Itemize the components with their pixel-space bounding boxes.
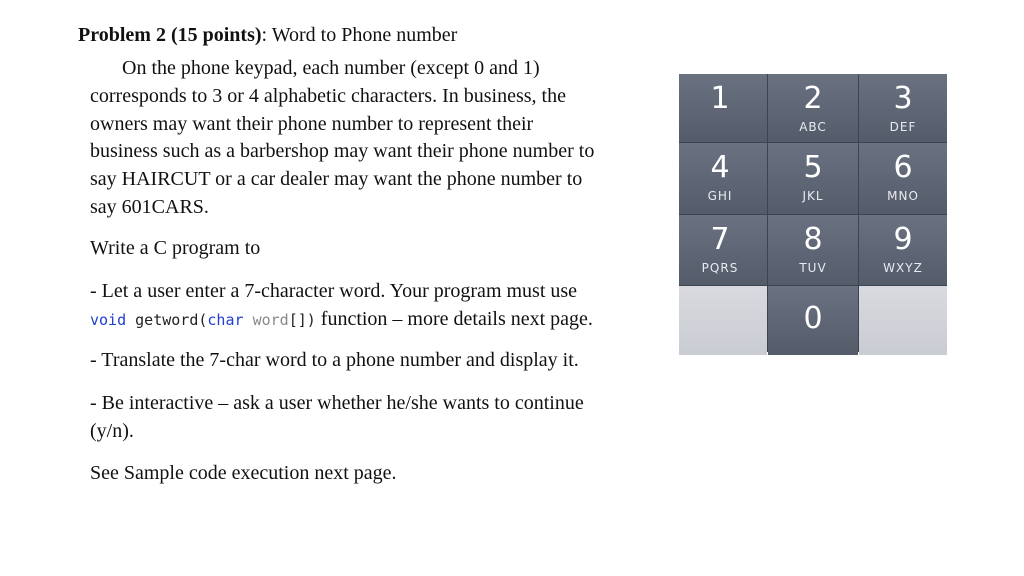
intro-line-5: say HAIRCUT or a car dealer may want the phone number to (90, 168, 583, 190)
keypad-key-9: 9 WXYZ (859, 215, 947, 285)
code-function-name: getword( (135, 311, 208, 329)
keypad-key-0: 0 (768, 286, 858, 355)
intro-line-3: owners may want their phone number to represent their (90, 113, 534, 135)
keypad-key-blank-left (679, 286, 767, 355)
keypad-key-7: 7 PQRS (679, 215, 767, 285)
keypad-key-1: 1 (679, 74, 767, 142)
keypad-key-3: 3 DEF (859, 74, 947, 142)
keypad-key-blank-right (859, 286, 947, 355)
write-heading: Write a C program to (90, 237, 261, 259)
bullet-1-line-1: - Let a user enter a 7-character word. Your program must use (90, 280, 578, 302)
problem-title-bold: Problem 2 (15 points) (78, 24, 262, 46)
keypad-key-4: 4 GHI (679, 143, 767, 214)
bullet-1-line-2 (90, 305, 593, 334)
intro-line-6: say 601CARS. (90, 196, 209, 218)
intro-line-2: corresponds to 3 or 4 alphabetic characters. In business, the (90, 85, 566, 107)
keypad-key-5: 5 JKL (768, 143, 858, 214)
problem-title (78, 22, 457, 48)
problem-title-rest: : Word to Phone number (261, 24, 458, 46)
intro-line-1: On the phone keypad, each number (except 0 and 1) (122, 57, 540, 79)
intro-line-4: business such as a barbershop may want their phone number to (90, 140, 595, 162)
code-keyword-char: char (207, 311, 244, 329)
code-keyword-void: void (90, 311, 127, 329)
phone-keypad-image (679, 74, 947, 352)
bullet-1-rest: function – more details next page. (315, 308, 593, 330)
bullet-3-line-1: - Be interactive – ask a user whether he/she wants to continue (90, 392, 584, 414)
bullet-3-line-2: (y/n). (90, 420, 134, 442)
code-param-word: word (252, 311, 289, 329)
keypad-key-8: 8 TUV (768, 215, 858, 285)
keypad-key-2: 2 ABC (768, 74, 858, 142)
bullet-2: - Translate the 7-char word to a phone number and display it. (90, 349, 579, 371)
footer-note: See Sample code execution next page. (90, 462, 397, 484)
keypad-key-6: 6 MNO (859, 143, 947, 214)
code-brackets: []) (288, 311, 316, 329)
